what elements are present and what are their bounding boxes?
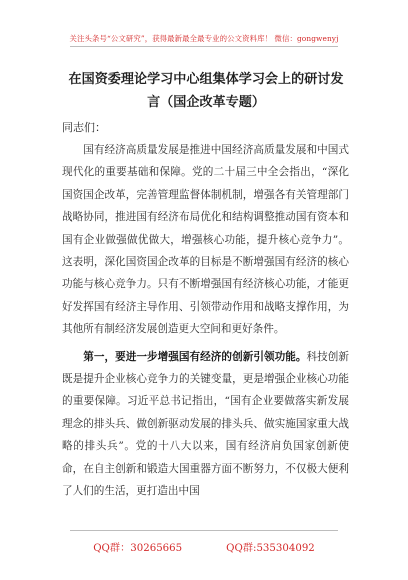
document-body xyxy=(62,139,349,503)
footer-contacts xyxy=(0,539,408,554)
paragraph-2-lead-heading: 第一，要进一步增强国有经济的创新引领功能。 xyxy=(83,350,307,363)
paragraph-2-body-text: 科技创新既是提升企业核心竞争力的关键变量，更是增强企业核心功能的重要保障。习近平总书记指出，“国有企业要做落实新发展理念的排头兵、做创新驱动发展的排头兵、做实施国家重大战略的排头兵”。党的十八大以来，国有经济肩负国家创新使命，在自主创新和锻造大国重器方面不断努力，不仅极大便利了人们的生活，更打造出中国 xyxy=(62,350,350,498)
footer-divider xyxy=(70,530,338,531)
header-divider xyxy=(70,46,338,47)
body-paragraph-2 xyxy=(62,346,349,503)
footer-qq-group-1: QQ群：30265665 xyxy=(93,543,183,554)
document-salutation: 同志们： xyxy=(62,121,106,134)
document-title: 在国资委理论学习中心组集体学习会上的研讨发言（国企改革专题） xyxy=(68,72,344,110)
header-promo-text: 关注头条号“公文研究”，获得最新最全最专业的公文资料库！ 微信：gongwenyj xyxy=(69,34,339,43)
footer-qq-group-2: QQ群:535304092 xyxy=(226,543,315,554)
body-paragraph-1: 国有经济高质量发展是推进中国经济高质量发展和中国式现代化的重要基础和保障。党的二十届三中全会指出，“深化国资国企改革，完善管理监督体制机制，增强各有关管理部门战略协同，推进国有经济布局优化和结构调整推动国有资本和国有企业做强做优做大，增强核心功能，提升核心竞争力”。这表明，深化国资国企改革的目标是不断增强国有经济的核心功能与核心竞争力。只有不断增强国有经济核心功能，才能更好发挥国有经济主导作用、引领带动作用和战略支撑作用，为其他所有制经济发展创造更大空间和更好条件。 xyxy=(62,144,349,336)
